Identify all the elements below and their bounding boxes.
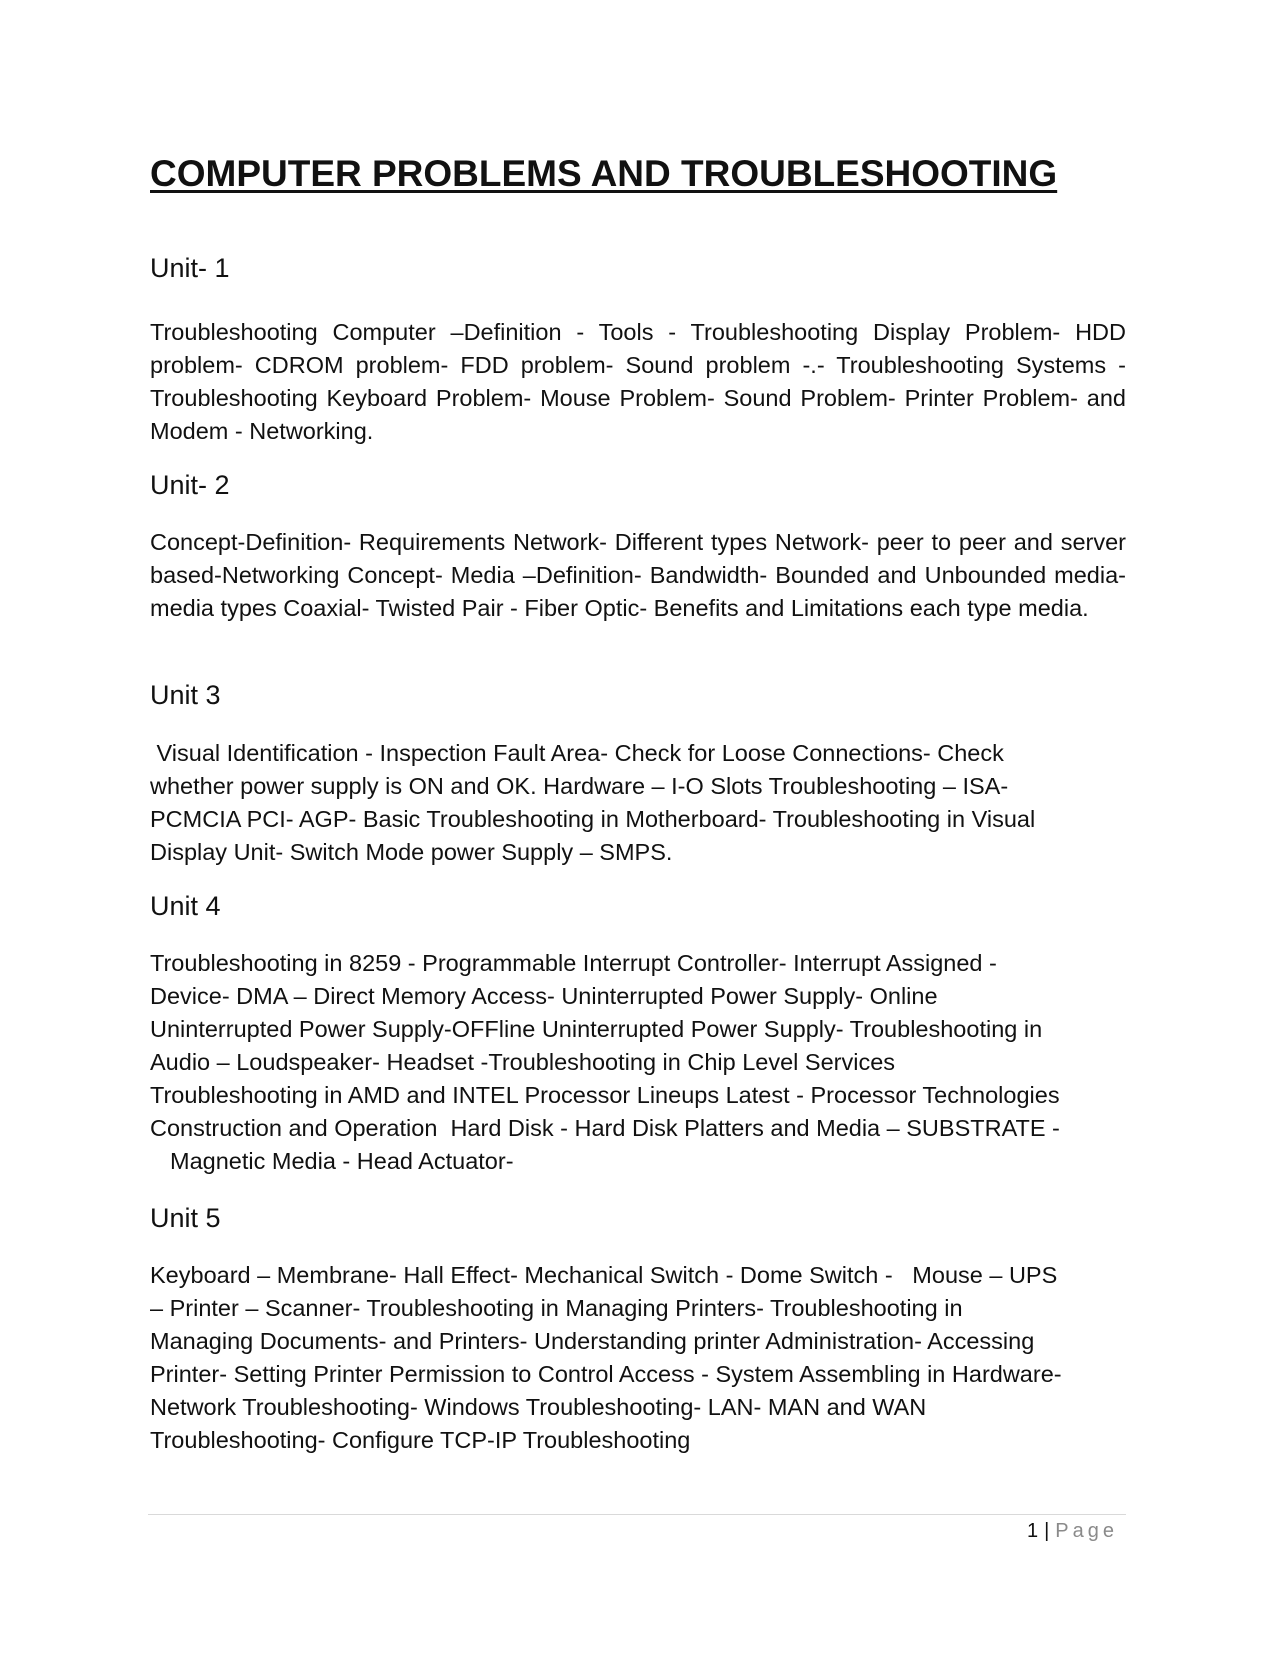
unit-1-text: Troubleshooting Computer –Definition - Tools - Troubleshooting Display Problem- HDD problem- CDROM problem- FDD problem- Sound problem -.- Troubleshooting Systems -Troubleshooting Keyboard Problem- Mouse Problem- Sound Problem- Printer Problem- and Modem - Networking. [150, 319, 1126, 444]
unit-2-text: Concept-Definition- Requirements Network- Different types Network- peer to peer and server based-Networking Concept- Media –Definition- Bandwidth- Bounded and Unbounded media- media types Coaxial- Twisted Pair - Fiber Optic- Benefits and Limitations each type media. [150, 529, 1126, 621]
text-line: Troubleshooting- Configure TCP-IP Troubleshooting [150, 1427, 691, 1453]
text-line: Uninterrupted Power Supply-OFFline Uninterrupted Power Supply- Troubleshooting in [150, 1016, 1043, 1042]
text-line: Troubleshooting in AMD and INTEL Processor Lineups Latest - Processor Technologies [150, 1082, 1060, 1108]
text-line: Construction and Operation Hard Disk - Hard Disk Platters and Media – SUBSTRATE - [150, 1115, 1060, 1141]
text-line: PCMCIA PCI- AGP- Basic Troubleshooting in Motherboard- Troubleshooting in Visual [150, 806, 1036, 832]
text-line: whether power supply is ON and OK. Hardware – I-O Slots Troubleshooting – ISA- [150, 773, 1009, 799]
page-number: 1 [1026, 1520, 1039, 1542]
unit-1-heading: Unit- 1 [150, 253, 230, 283]
text-line: Managing Documents- and Printers- Understanding printer Administration- Accessing [150, 1328, 1035, 1354]
text-line: Audio – Loudspeaker- Headset -Troubleshooting in Chip Level Services [150, 1049, 896, 1075]
footer-divider [148, 1514, 1126, 1515]
unit-2-heading: Unit- 2 [150, 470, 230, 500]
footer-separator: | [1044, 1520, 1050, 1542]
unit-4-heading: Unit 4 [150, 891, 221, 921]
text-line: Printer- Setting Printer Permission to Control Access - System Assembling in Hardware- [150, 1361, 1062, 1387]
text-line: Visual Identification - Inspection Fault Area- Check for Loose Connections- Check [150, 740, 1004, 766]
text-line: Magnetic Media - Head Actuator- [170, 1148, 514, 1174]
unit-3-text [150, 737, 1126, 869]
page-title: COMPUTER PROBLEMS AND TROUBLESHOOTING [150, 153, 1058, 194]
page-footer [1027, 1520, 1118, 1543]
unit-5-heading: Unit 5 [150, 1203, 221, 1233]
unit-4-text [150, 947, 1126, 1178]
text-line: Keyboard – Membrane- Hall Effect- Mechanical Switch - Dome Switch - Mouse – UPS [150, 1262, 1058, 1288]
text-line: Network Troubleshooting- Windows Troubleshooting- LAN- MAN and WAN [150, 1394, 927, 1420]
unit-3-heading: Unit 3 [150, 680, 221, 710]
text-line: Device- DMA – Direct Memory Access- Uninterrupted Power Supply- Online [150, 983, 938, 1009]
text-line: Troubleshooting in 8259 - Programmable Interrupt Controller- Interrupt Assigned - [150, 950, 997, 976]
unit-5-text [150, 1259, 1126, 1457]
text-line: – Printer – Scanner- Troubleshooting in Managing Printers- Troubleshooting in [150, 1295, 963, 1321]
page-label: Page [1055, 1520, 1118, 1542]
text-line: Display Unit- Switch Mode power Supply – SMPS. [150, 839, 673, 865]
